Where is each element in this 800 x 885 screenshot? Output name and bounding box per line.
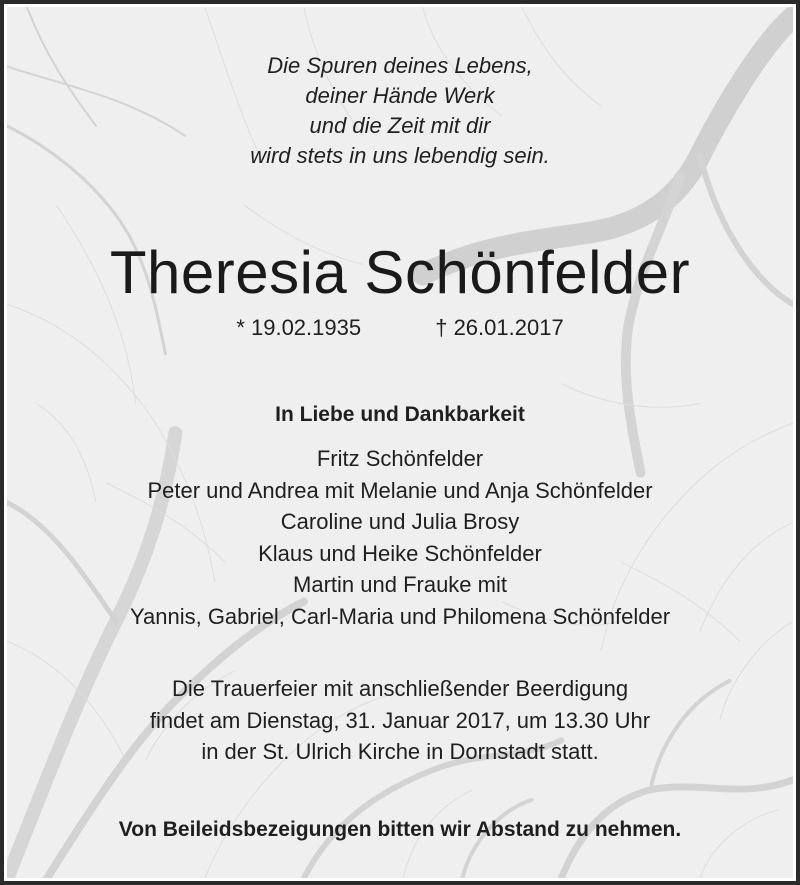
motto-verse: [7, 51, 793, 171]
obituary-content: [7, 7, 793, 878]
closing-note: Von Beileidsbezeigungen bitten wir Abstand zu nehmen.: [118, 818, 682, 841]
life-dates: [7, 313, 793, 343]
motto-line: deiner Hände Werk: [305, 83, 495, 108]
birth-date: * 19.02.1935: [236, 315, 362, 340]
mourner-line: Peter und Andrea mit Melanie und Anja Schönfelder: [147, 477, 653, 503]
funeral-line: in der St. Ulrich Kirche in Dornstadt statt.: [201, 739, 599, 764]
mourners-list: [7, 443, 793, 632]
mourner-line: Fritz Schönfelder: [316, 446, 484, 471]
mourners-heading: In Liebe und Dankbarkeit: [275, 403, 525, 426]
deceased-name: Theresia Schönfelder: [109, 239, 691, 306]
mourner-line: Yannis, Gabriel, Carl-Maria und Philomena Schönfelder: [129, 603, 671, 629]
mourner-line: Martin und Frauke mit: [293, 572, 507, 597]
mourner-line: Klaus und Heike Schönfelder: [258, 540, 542, 566]
mourner-line: Caroline und Julia Brosy: [280, 509, 520, 534]
funeral-notice: [7, 673, 793, 768]
motto-line: wird stets in uns lebendig sein.: [250, 143, 550, 168]
motto-line: und die Zeit mit dir: [309, 113, 491, 138]
obituary-panel: [7, 7, 793, 878]
funeral-line: findet am Dienstag, 31. Januar 2017, um 13.30 Uhr: [149, 707, 651, 733]
death-date: † 26.01.2017: [435, 315, 564, 340]
motto-line: Die Spuren deines Lebens,: [267, 53, 533, 78]
funeral-line: Die Trauerfeier mit anschließender Beerdigung: [171, 676, 629, 701]
